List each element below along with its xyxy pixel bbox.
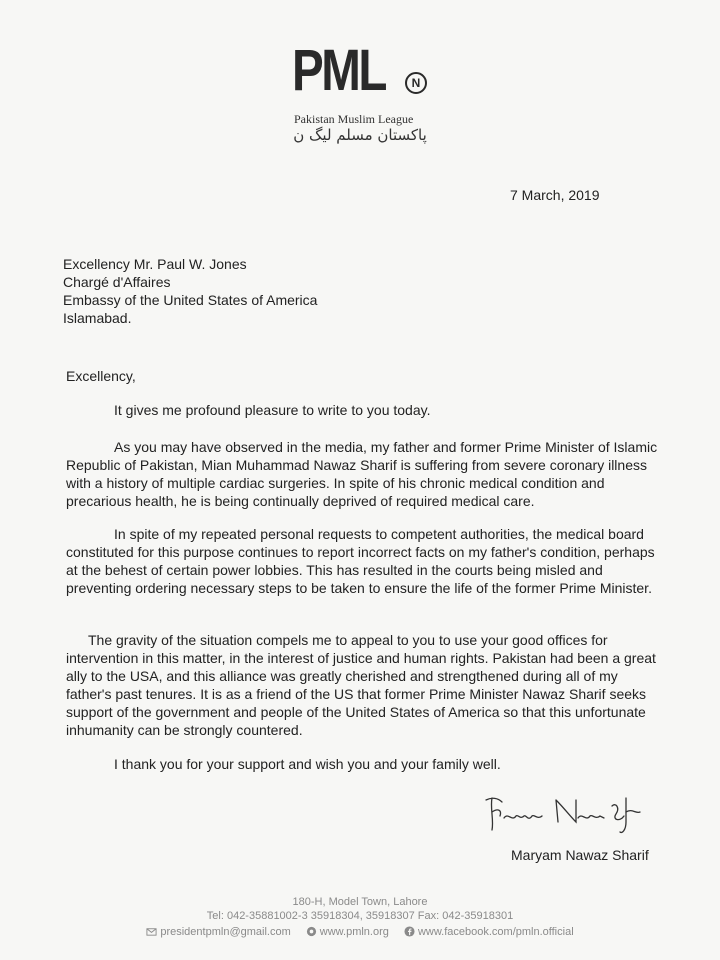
pml-logo: [290, 38, 440, 154]
body-paragraph: I thank you for your support and wish you and your family well.: [114, 756, 501, 772]
footer-email[interactable]: [146, 926, 290, 938]
salutation: Excellency,: [66, 368, 136, 384]
handwritten-signature: [480, 788, 650, 840]
recipient-address: [63, 255, 317, 327]
logo-text: PML: [292, 38, 386, 103]
footer-facebook[interactable]: [404, 926, 574, 938]
letter-date: 7 March, 2019: [510, 187, 600, 203]
footer-contacts: [0, 926, 720, 938]
recipient-line: Islamabad.: [63, 310, 132, 326]
body-paragraph: [66, 401, 656, 419]
footer-website[interactable]: [306, 926, 389, 938]
facebook-text: www.facebook.com/pmln.official: [417, 926, 574, 938]
facebook-icon: [404, 926, 415, 937]
logo-n-mark: N: [405, 72, 427, 94]
email-icon: [146, 926, 157, 937]
recipient-line: Embassy of the United States of America: [63, 292, 318, 308]
footer-phones: Tel: 042-35881002-3 35918304, 35918307 Fax: 042-35918301: [206, 910, 514, 922]
body-paragraph: As you may have observed in the media, my father and former Prime Minister of Islamic Republic of Pakistan, Mian Muhammad Nawaz Sharif is suffering from severe coronary illness with a history of multiple cardiac surgeries. In spite of his chronic medical condition and precarious health, he is being continually deprived of required medical care.: [66, 439, 658, 509]
recipient-line: Chargé d'Affaires: [63, 274, 171, 290]
signatory-name: Maryam Nawaz Sharif: [511, 847, 649, 863]
body-paragraph: The gravity of the situation compels me to appeal to you to use your good offices for intervention in this matter, in the interest of justice and human rights. Pakistan had been a great ally to the USA, and this alliance was greatly cherished and strengthened during all of my father's past tenures. It is as a friend of the US that former Prime Minister Nawaz Sharif seeks support of the government and people of the United States of America so that this unfortunate inhumanity can be strongly countered.: [66, 632, 656, 738]
body-paragraph: In spite of my repeated personal requests to competent authorities, the medical board constituted for this purpose continues to report incorrect facts on my father's condition, perhaps at the behest of certain power lobbies. This has resulted in the courts being misled and preventing ordering necessary steps to be taken to ensure the life of the former Prime Minister.: [66, 526, 655, 596]
party-name-urdu: پاکستان مسلم لیگ ن: [293, 126, 427, 144]
party-name: Pakistan Muslim League: [294, 112, 414, 126]
recipient-line: Excellency Mr. Paul W. Jones: [63, 256, 247, 272]
email-text: presidentpmln@gmail.com: [160, 926, 291, 938]
website-text: www.pmln.org: [319, 926, 389, 938]
globe-icon: [306, 926, 317, 937]
paragraph-text: It gives me profound pleasure to write to you today.: [114, 402, 431, 418]
footer-address: 180-H, Model Town, Lahore: [292, 896, 428, 908]
